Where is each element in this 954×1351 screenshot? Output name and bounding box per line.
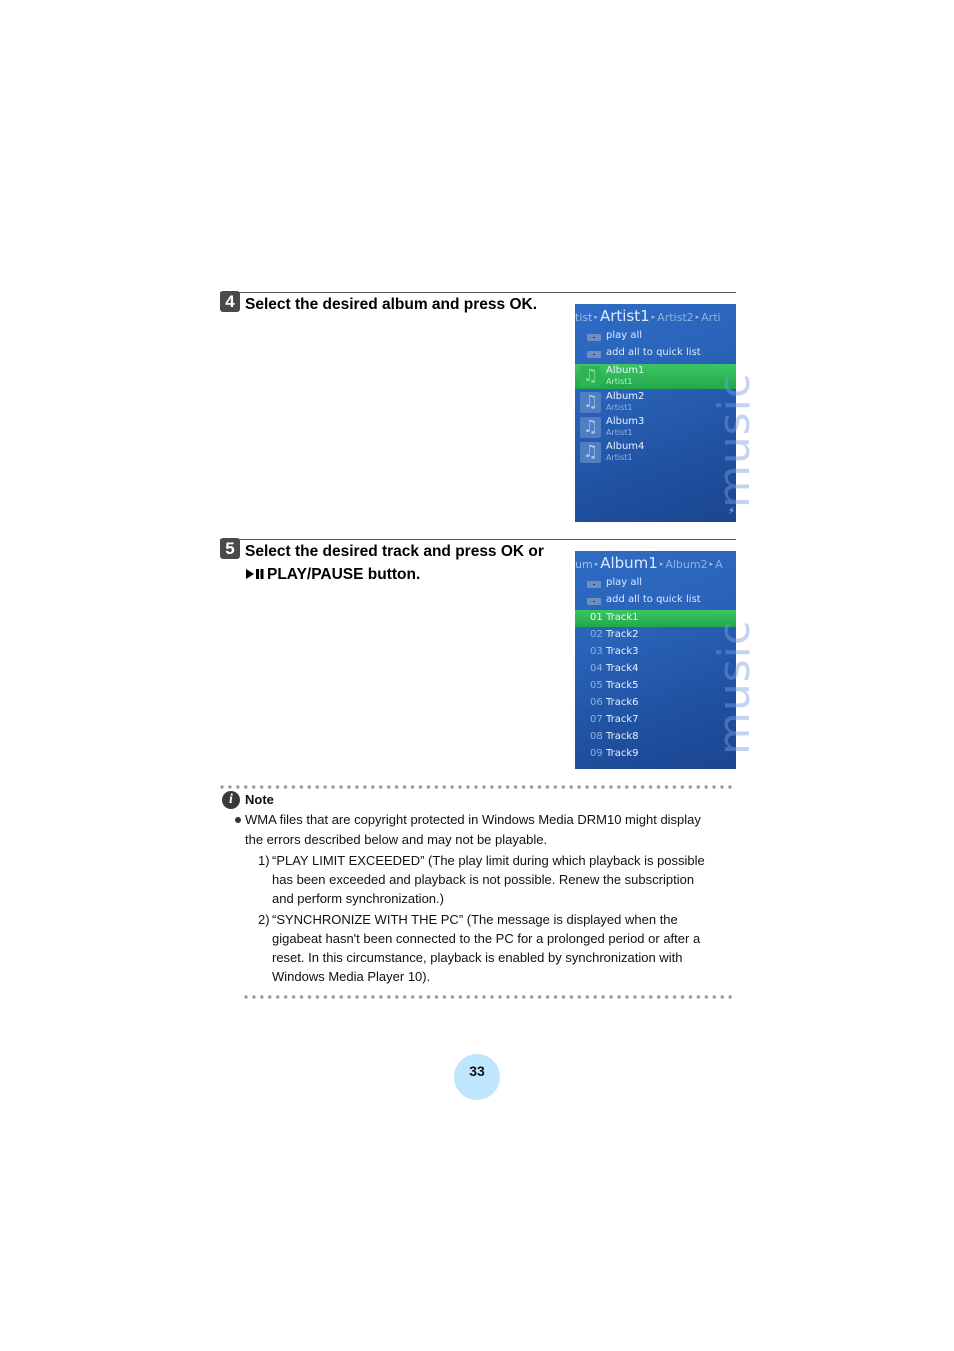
track-number: 03	[590, 646, 603, 657]
music-note-icon: ♫	[580, 392, 601, 413]
track-number: 05	[590, 680, 603, 691]
play-pause-label: PLAY/PAUSE button.	[267, 566, 421, 583]
breadcrumb-next: Album2	[665, 558, 708, 571]
play-all-icon	[587, 581, 601, 588]
add-to-quick-list-label: add all to quick list	[606, 347, 701, 358]
item2-line2: gigabeat hasn't been connected to the PC for a prolonged period or after a	[272, 931, 701, 946]
step4-instruction: Select the desired album and press OK.	[245, 296, 538, 313]
music-watermark: music	[709, 372, 760, 508]
track-number: 01	[590, 612, 603, 623]
track-number: 02	[590, 629, 603, 640]
breadcrumb: tist ▸ Artist1 ▸ Artist2 ▸ Arti	[575, 307, 721, 325]
track-name: Track6	[606, 697, 639, 708]
album-name: Album2	[606, 391, 645, 402]
item2-number: 2)	[258, 912, 270, 927]
track-name: Track8	[606, 731, 639, 742]
bullet-dot	[235, 817, 241, 823]
item2-line1: “SYNCHRONIZE WITH THE PC” (The message is displayed when the	[272, 912, 678, 927]
track-number: 07	[590, 714, 603, 725]
quick-list-icon	[587, 598, 601, 605]
breadcrumb-next2: Arti	[701, 311, 721, 324]
item2-line4: Windows Media Player 10).	[272, 969, 431, 984]
add-to-quick-list-item[interactable]	[575, 593, 736, 610]
album-artist: Artist1	[606, 377, 633, 386]
album-artist: Artist1	[606, 428, 633, 437]
breadcrumb-current: Album1	[600, 554, 658, 572]
track-number: 08	[590, 731, 603, 742]
item1-number: 1)	[258, 853, 270, 868]
page-number: 33	[454, 1054, 500, 1100]
breadcrumb-prev: tist	[575, 311, 593, 324]
breadcrumb-current: Artist1	[599, 307, 650, 325]
info-icon: i	[222, 791, 240, 809]
track-list-screen	[575, 551, 760, 769]
track-name: Track1	[606, 612, 639, 623]
add-to-quick-list-item[interactable]	[575, 346, 736, 363]
track-name: Track7	[606, 714, 639, 725]
track-number: 04	[590, 663, 603, 674]
breadcrumb-next2: A	[715, 558, 723, 571]
note-bullet-line2: the errors described below and may not be playable.	[245, 832, 548, 847]
music-watermark: music	[709, 619, 760, 755]
track-name: Track9	[606, 748, 639, 759]
track-name: Track2	[606, 629, 639, 640]
album-artist: Artist1	[606, 453, 633, 462]
step4-number: 4	[220, 291, 240, 312]
play-all-item[interactable]	[575, 329, 736, 346]
note-bottom-divider	[242, 995, 736, 999]
play-all-icon	[587, 334, 601, 341]
item1-line3: and perform synchronization.)	[272, 891, 444, 906]
step5-instruction-line2	[245, 563, 420, 587]
album-name: Album4	[606, 441, 645, 452]
step5-instruction-line1: Select the desired track and press OK or	[245, 543, 544, 560]
item2-line3: reset. In this circumstance, playback is enabled by synchronization with	[272, 950, 683, 965]
play-all-item[interactable]	[575, 576, 736, 593]
play-all-label: play all	[606, 577, 643, 588]
music-note-icon: ♫	[580, 366, 601, 387]
battery-icon: ⚡	[728, 506, 736, 517]
track-number: 09	[590, 748, 603, 759]
track-name: Track5	[606, 680, 639, 691]
note-title: Note	[245, 792, 274, 807]
music-note-icon: ♫	[580, 417, 601, 438]
note-top-divider	[218, 785, 736, 789]
track-number: 06	[590, 697, 603, 708]
add-to-quick-list-label: add all to quick list	[606, 594, 701, 605]
note-bullet-line1: WMA files that are copyright protected in Windows Media DRM10 might display	[245, 812, 701, 827]
album-list-screen	[575, 304, 760, 522]
quick-list-icon	[587, 351, 601, 358]
play-all-label: play all	[606, 330, 643, 341]
track-name: Track4	[606, 663, 639, 674]
album-artist: Artist1	[606, 403, 633, 412]
album-name: Album1	[606, 365, 645, 376]
breadcrumb-prev: um	[575, 558, 593, 571]
item1-line1: “PLAY LIMIT EXCEEDED” (The play limit during which playback is possible	[272, 853, 705, 868]
album-name: Album3	[606, 416, 645, 427]
breadcrumb: um ▸ Album1 ▸ Album2 ▸ A	[575, 554, 723, 572]
music-note-icon: ♫	[580, 442, 601, 463]
breadcrumb-next: Artist2	[657, 311, 694, 324]
play-pause-icon	[245, 564, 265, 587]
item1-line2: has been exceeded and playback is not possible. Renew the subscription	[272, 872, 695, 887]
step5-number: 5	[220, 538, 240, 559]
track-name: Track3	[606, 646, 639, 657]
